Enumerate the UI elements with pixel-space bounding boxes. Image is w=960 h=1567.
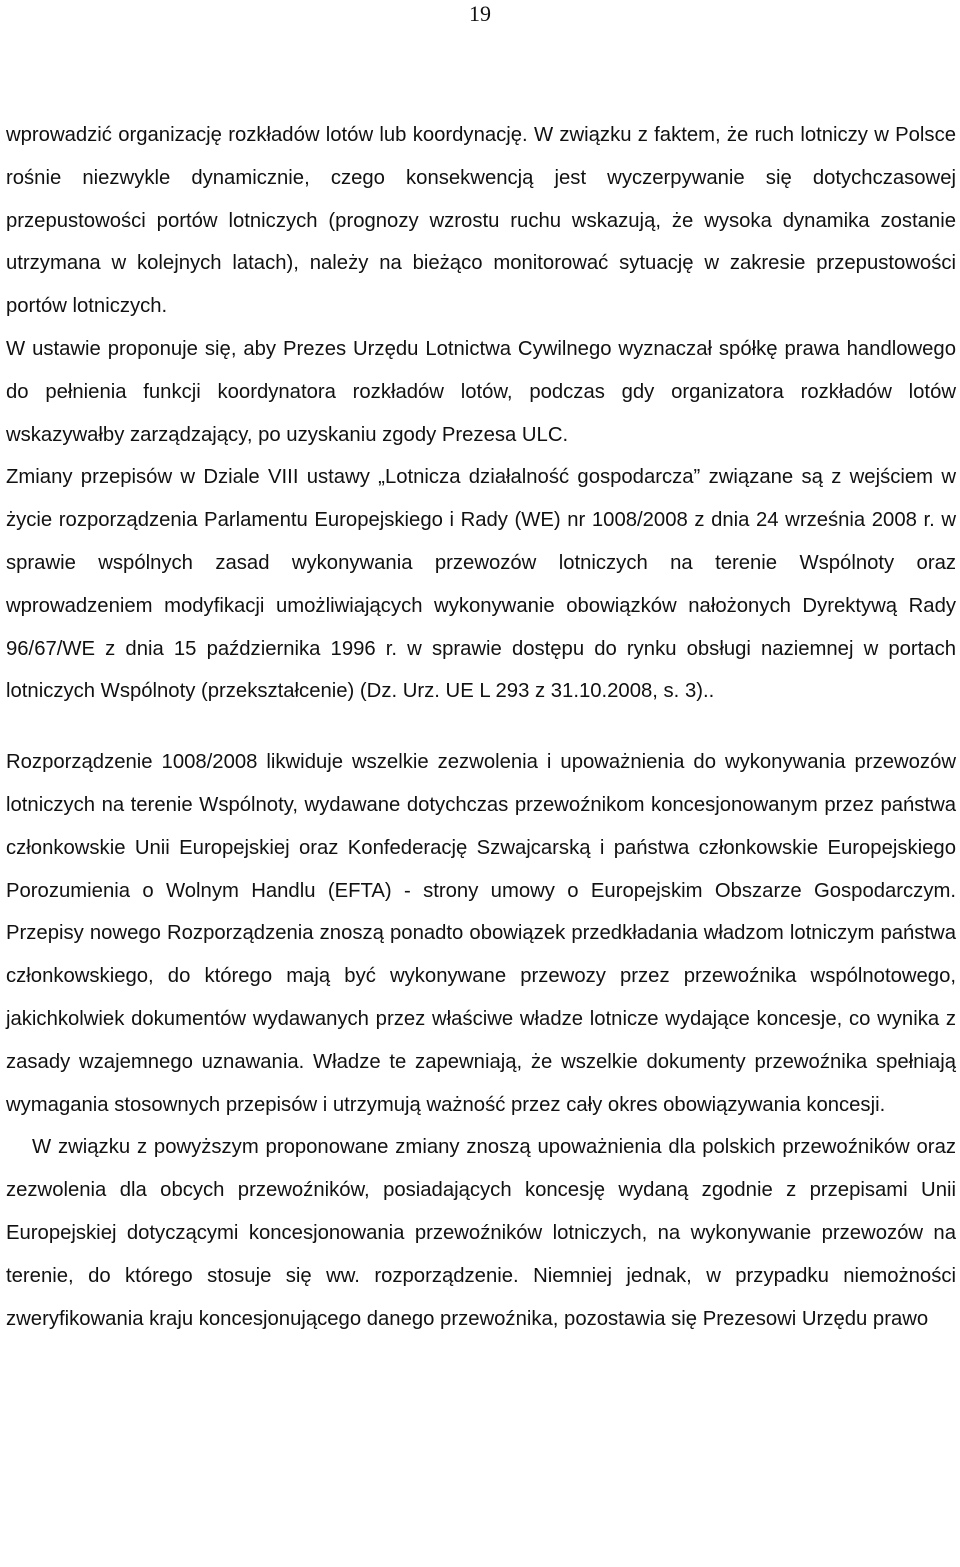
paragraph-spacer [6, 713, 956, 741]
paragraph-proposed-changes: W związku z powyższym proponowane zmiany znoszą upoważnienia dla polskich przewoźników oraz zezwolenia dla obcych przewoźników, posiadających koncesję wydaną zgodnie z przepisami Unii Europejskiej dotyczącymi koncesjonowania przewoźników lotniczych, na wykonywanie przewozów na terenie, do którego stosuje się ww. rozporządzenie. Niemniej jednak, w przypadku niemożności zweryfikowania kraju koncesjonującego danego przewoźnika, pozostawia się Prezesowi Urzędu prawo [6, 1136, 956, 1330]
paragraph-coordinator-designation: W ustawie proponuje się, aby Prezes Urzędu Lotnictwa Cywilnego wyznaczał spółkę prawa handlowego do pełnienia funkcji koordynatora rozkładów lotów, podczas gdy organizatora rozkładów lotów wskazywałby zarządzający, po uzyskaniu zgody Prezesa ULC. [6, 337, 956, 446]
page-number: 19 [469, 1, 491, 26]
paragraph-regulation-1008-2008: Rozporządzenie 1008/2008 likwiduje wszelkie zezwolenia i upoważnienia do wykonywania przewozów lotniczych na terenie Wspólnoty, wydawane dotychczas przewoźnikom koncesjonowanym przez państwa członkowskie Unii Europejskiej oraz Konfederację Szwajcarską i państwa członkowskie Europejskiego Porozumienia o Wolnym Handlu (EFTA) - strony umowy o Europejskim Obszarze Gospodarczym. Przepisy nowego Rozporządzenia znoszą ponadto obowiązek przedkładania władzom lotniczym państwa członkowskiego, do którego mają być wykonywane przewozy przez przewoźnika wspólnotowego, jakichkolwiek dokumentów wydawanych przez właściwe władze lotnicze wydające koncesje, co wynika z zasady wzajemnego uznawania. Władze te zapewniają, że wszelkie dokumenty przewoźnika spełniają wymagania stosownych przepisów i utrzymują ważność przez cały okres obowiązywania koncesji. [6, 751, 956, 1116]
document-body [6, 114, 956, 1340]
paragraph-slot-coordination: wprowadzić organizację rozkładów lotów lub koordynację. W związku z faktem, że ruch lotniczy w Polsce rośnie niezwykle dynamicznie, czego konsekwencją jest wyczerpywanie się dotychczasowej przepustowości portów lotniczych (prognozy wzrostu ruchu wskazują, że wysoka dynamika zostanie utrzymana w kolejnych latach), należy na bieżąco monitorować sytuację w zakresie przepustowości portów lotniczych. [6, 124, 956, 318]
paragraph-division-viii-changes: Zmiany przepisów w Dziale VIII ustawy „Lotnicza działalność gospodarcza” związane są z wejściem w życie rozporządzenia Parlamentu Europejskiego i Rady (WE) nr 1008/2008 z dnia 24 września 2008 r. w sprawie wspólnych zasad wykonywania przewozów lotniczych na terenie Wspólnoty oraz wprowadzeniem modyfikacji umożliwiających wykonywanie obowiązków nałożonych Dyrektywą Rady 96/67/WE z dnia 15 października 1996 r. w sprawie dostępu do rynku obsługi naziemnej w portach lotniczych Wspólnoty (przekształcenie) (Dz. Urz. UE L 293 z 31.10.2008, s. 3).. [6, 466, 956, 703]
